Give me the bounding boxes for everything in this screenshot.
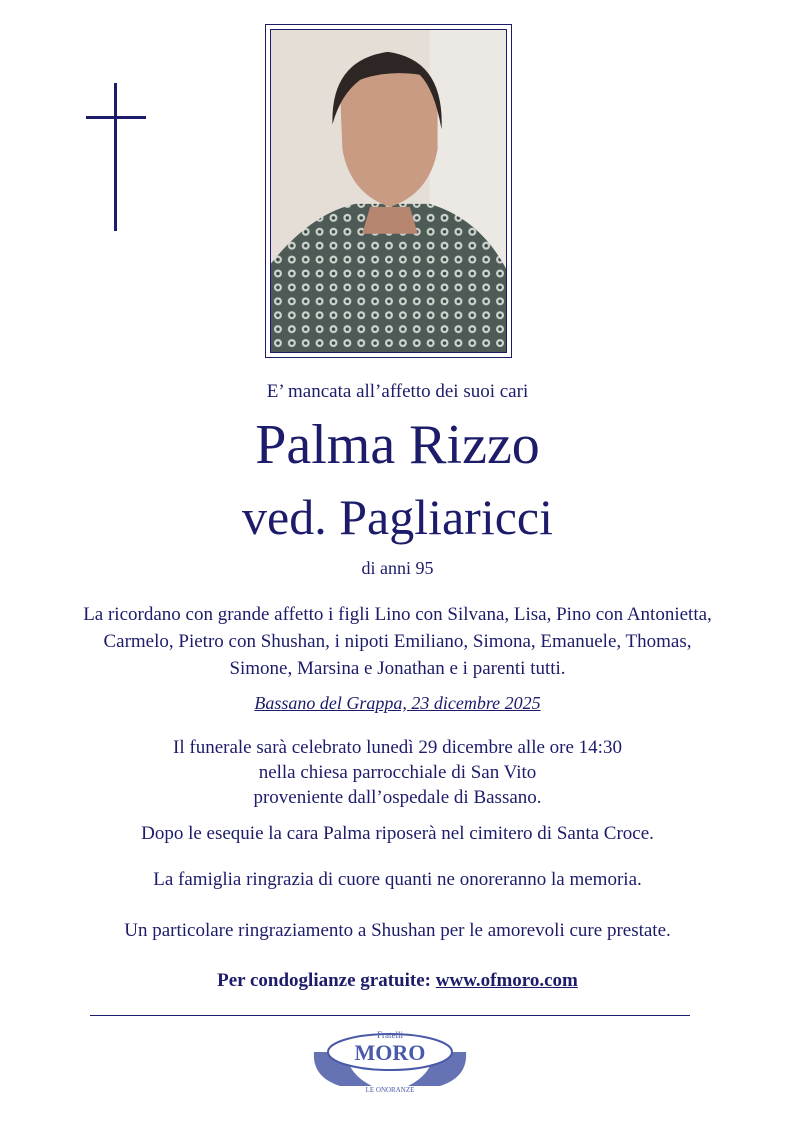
intro-text: E’ mancata all’affetto dei suoi cari — [266, 381, 529, 402]
place-date-text: Bassano del Grappa, 23 dicembre 2025 — [254, 693, 541, 713]
fratelli-moro-logo — [310, 1022, 470, 1100]
cross-icon — [86, 83, 146, 233]
age-text: di anni 95 — [361, 558, 434, 578]
family-line: Carmelo, Pietro con Shushan, i nipoti Emiliano, Simona, Emanuele, Thomas, — [103, 631, 692, 652]
condolences-link[interactable]: www.ofmoro.com — [435, 970, 578, 991]
family-line: Simone, Marsina e Jonathan e i parenti tutti. — [229, 658, 566, 679]
portrait-photo — [270, 29, 507, 353]
funeral-line: nella chiesa parrocchiale di San Vito — [258, 762, 537, 783]
special-thanks-text: Un particolare ringraziamento a Shushan per le amorevoli cure prestate. — [124, 920, 671, 941]
portrait-photo-frame — [265, 24, 512, 358]
condolences-line — [0, 970, 795, 992]
place-date — [0, 693, 795, 714]
thanks-text: La famiglia ringrazia di cuore quanti ne onoreranno la memoria. — [153, 869, 642, 890]
family-line: La ricordano con grande affetto i figli Lino con Silvana, Lisa, Pino con Antonietta, — [83, 604, 712, 625]
funeral-line: proveniente dall’ospedale di Bassano. — [253, 787, 542, 808]
condolences-label: Per condoglianze gratuite: — [217, 970, 436, 991]
deceased-name: Palma Rizzo — [255, 414, 540, 476]
logo-top-text: Fratelli — [377, 1030, 403, 1040]
family-paragraph — [20, 601, 775, 682]
funeral-paragraph — [0, 735, 795, 810]
logo-bottom-text: LE ONORANZE — [365, 1086, 415, 1094]
widow-of-name: ved. Pagliaricci — [242, 489, 553, 545]
funeral-line: Il funerale sarà celebrato lunedì 29 dicembre alle ore 14:30 — [173, 737, 622, 758]
divider — [90, 1015, 690, 1016]
burial-text: Dopo le esequie la cara Palma riposerà nel cimitero di Santa Croce. — [141, 823, 654, 844]
logo-main-text: MORO — [354, 1040, 426, 1065]
